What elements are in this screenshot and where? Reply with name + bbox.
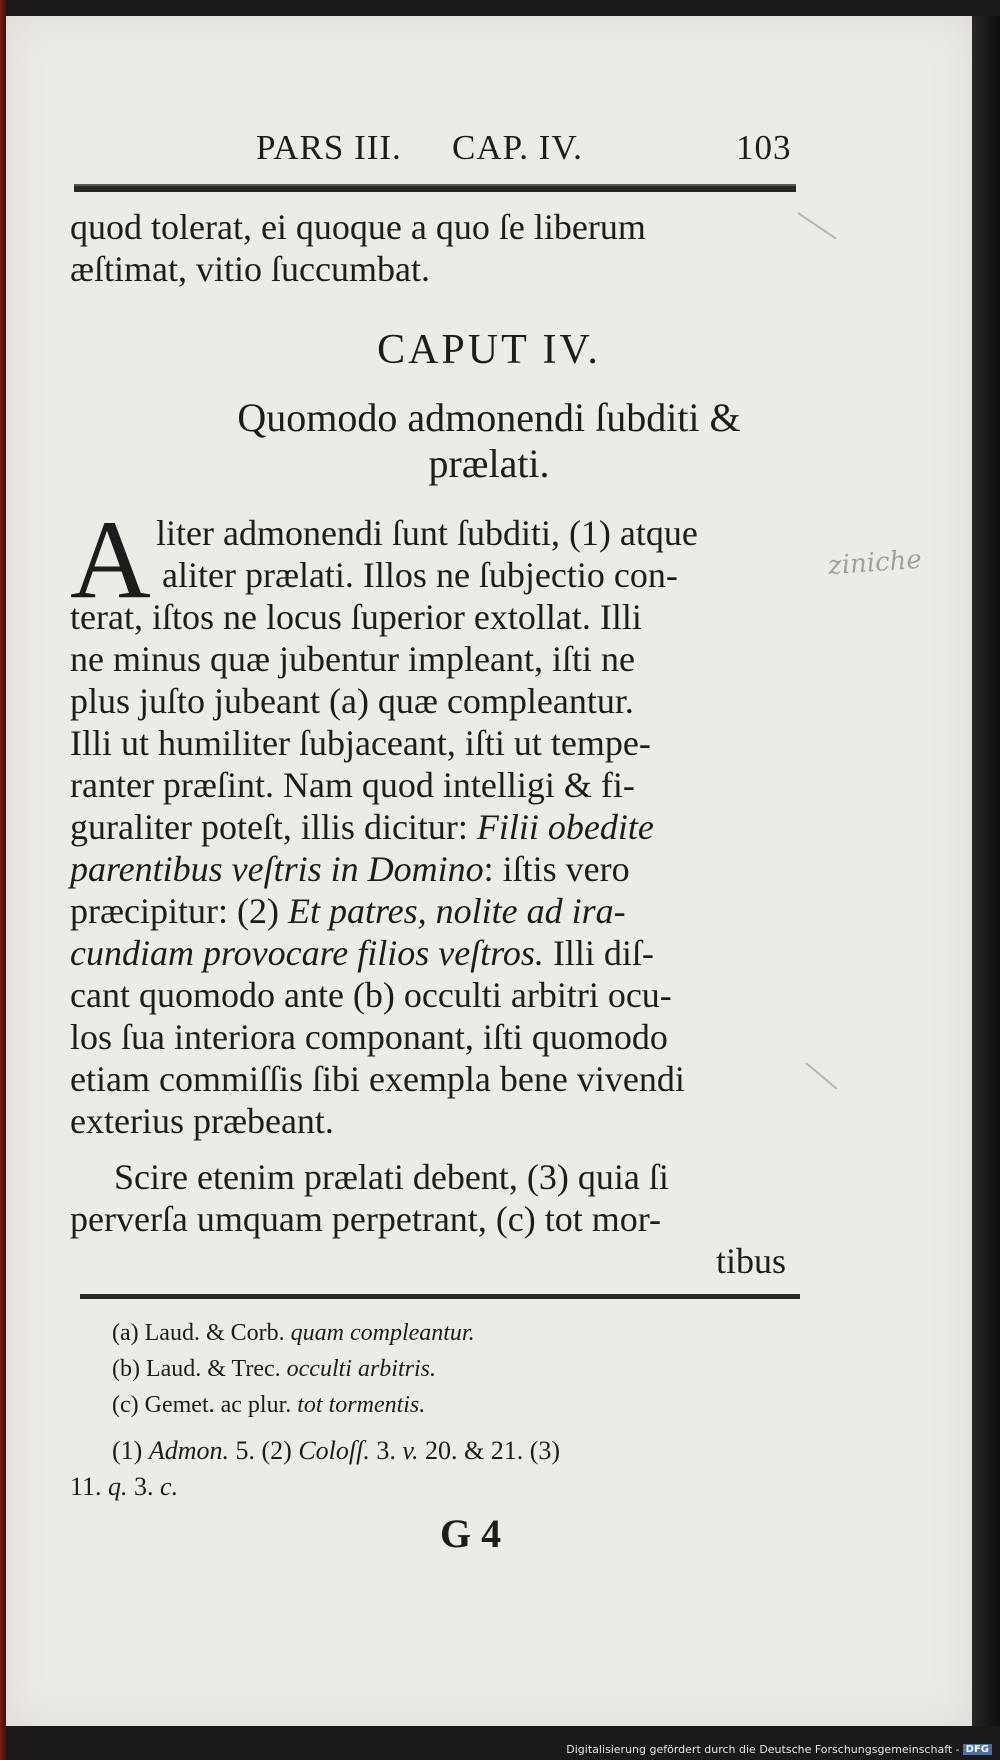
paragraph-line: terat, iſtos ne locus ſuperior extollat. Illi bbox=[70, 597, 642, 637]
carryover-line: æſtimat, vitio ſuccumbat. bbox=[70, 249, 430, 289]
carryover-line: quod tolerat, ei quoque a quo ſe liberum bbox=[70, 207, 646, 247]
footnote-mark: (c) bbox=[112, 1392, 139, 1418]
footnote-source: Gemet. ac plur. bbox=[144, 1392, 292, 1418]
book-fore-edge bbox=[972, 16, 1000, 1726]
chapter-title-line: prælati. bbox=[428, 441, 550, 486]
ref-text: (1) bbox=[112, 1436, 149, 1465]
footnote-mark: (b) bbox=[112, 1356, 140, 1382]
paragraph-line bbox=[70, 932, 654, 974]
paragraph-line: aliter prælati. Illos ne ſubjectio con- bbox=[162, 555, 678, 595]
footnote-rule bbox=[80, 1294, 800, 1299]
paragraph-line: liter admonendi ſunt ſubditi, (1) atque bbox=[156, 513, 698, 553]
digitization-credit bbox=[566, 1743, 992, 1756]
footnote bbox=[112, 1392, 425, 1419]
footnote-reading: quam compleantur. bbox=[290, 1320, 475, 1346]
book-page bbox=[6, 16, 972, 1726]
footnote-source: Laud. & Corb. bbox=[144, 1320, 285, 1346]
text-roman: guraliter poteſt, illis dicitur: bbox=[70, 807, 477, 847]
reference-line bbox=[112, 1436, 560, 1466]
ref-text: 20. & 21. (3) bbox=[418, 1436, 561, 1465]
paragraph-line: cant quomodo ante (b) occulti arbitri ocu- bbox=[70, 975, 672, 1015]
text-roman: : iſtis vero bbox=[483, 849, 630, 889]
chapter-heading: CAPUT IV. bbox=[377, 327, 601, 373]
ref-text-italic: Admon. bbox=[148, 1436, 229, 1465]
pencil-mark bbox=[805, 1062, 837, 1089]
page-number: 103 bbox=[736, 128, 792, 167]
paragraph-line: ne minus quæ jubentur impleant, iſti ne bbox=[70, 639, 635, 679]
reference-line bbox=[70, 1472, 178, 1502]
text-roman: Illi diſ- bbox=[543, 933, 654, 973]
paragraph-line: Scire etenim prælati debent, (3) quia ſi bbox=[114, 1157, 669, 1197]
running-head-chapter: CAP. IV. bbox=[452, 128, 583, 167]
ref-text: 11. bbox=[70, 1472, 109, 1501]
text-italic-quote: parentibus veſtris in Domino bbox=[70, 849, 484, 889]
text-italic-quote: Et patres, nolite ad ira- bbox=[287, 891, 626, 931]
paragraph-line bbox=[70, 848, 630, 890]
head-rule bbox=[74, 186, 796, 192]
paragraph-line: ranter præſint. Nam quod intelligi & fi- bbox=[70, 765, 635, 805]
paragraph-line bbox=[70, 806, 654, 848]
signature-mark: G 4 bbox=[440, 1511, 502, 1556]
dfg-logo: DFG bbox=[963, 1744, 992, 1755]
footnote-mark: (a) bbox=[112, 1320, 139, 1346]
pencil-mark bbox=[797, 212, 836, 239]
ref-text-italic: Coloſſ. bbox=[298, 1436, 370, 1465]
ref-text: 3. bbox=[127, 1472, 161, 1501]
paragraph-line: Illi ut humiliter ſubjaceant, iſti ut tempe- bbox=[70, 723, 651, 763]
footnote-reading: tot tormentis. bbox=[297, 1392, 426, 1418]
ref-text-italic: c. bbox=[160, 1472, 179, 1501]
paragraph-line: etiam commiſſis ſibi exempla bene vivendi bbox=[70, 1059, 685, 1099]
running-head-section: PARS III. bbox=[256, 128, 402, 167]
paragraph-line bbox=[70, 890, 626, 932]
ref-text-italic: v. bbox=[402, 1436, 419, 1465]
footnote bbox=[112, 1356, 436, 1383]
text-italic-quote: cundiam provocare filios veſtros. bbox=[70, 933, 544, 973]
ref-text: 3. bbox=[369, 1436, 403, 1465]
text-italic-quote: Filii obedite bbox=[476, 807, 654, 847]
paragraph-line: exterius præbeant. bbox=[70, 1101, 334, 1141]
ref-text: 5. (2) bbox=[229, 1436, 299, 1465]
paragraph-line: los ſua interiora componant, iſti quomodo bbox=[70, 1017, 668, 1057]
chapter-title-line: Quomodo admonendi ſubditi & bbox=[237, 395, 741, 440]
footnote bbox=[112, 1320, 475, 1347]
footnote-source: Laud. & Trec. bbox=[145, 1356, 281, 1382]
catchword: tibus bbox=[716, 1241, 787, 1281]
drop-cap: A bbox=[70, 498, 151, 622]
paragraph-line: perverſa umquam perpetrant, (c) tot mor- bbox=[70, 1199, 662, 1239]
footnote-reading: occulti arbitris. bbox=[286, 1356, 436, 1382]
text-roman: præcipitur: (2) bbox=[70, 891, 288, 931]
credit-text: Digitalisierung gefördert durch die Deutsche Forschungsgemeinschaft - bbox=[566, 1743, 960, 1756]
paragraph-line: plus juſto jubeant (a) quæ compleantur. bbox=[70, 681, 634, 721]
margin-annotation: ziniche bbox=[827, 544, 923, 582]
ref-text-italic: q. bbox=[108, 1472, 128, 1501]
